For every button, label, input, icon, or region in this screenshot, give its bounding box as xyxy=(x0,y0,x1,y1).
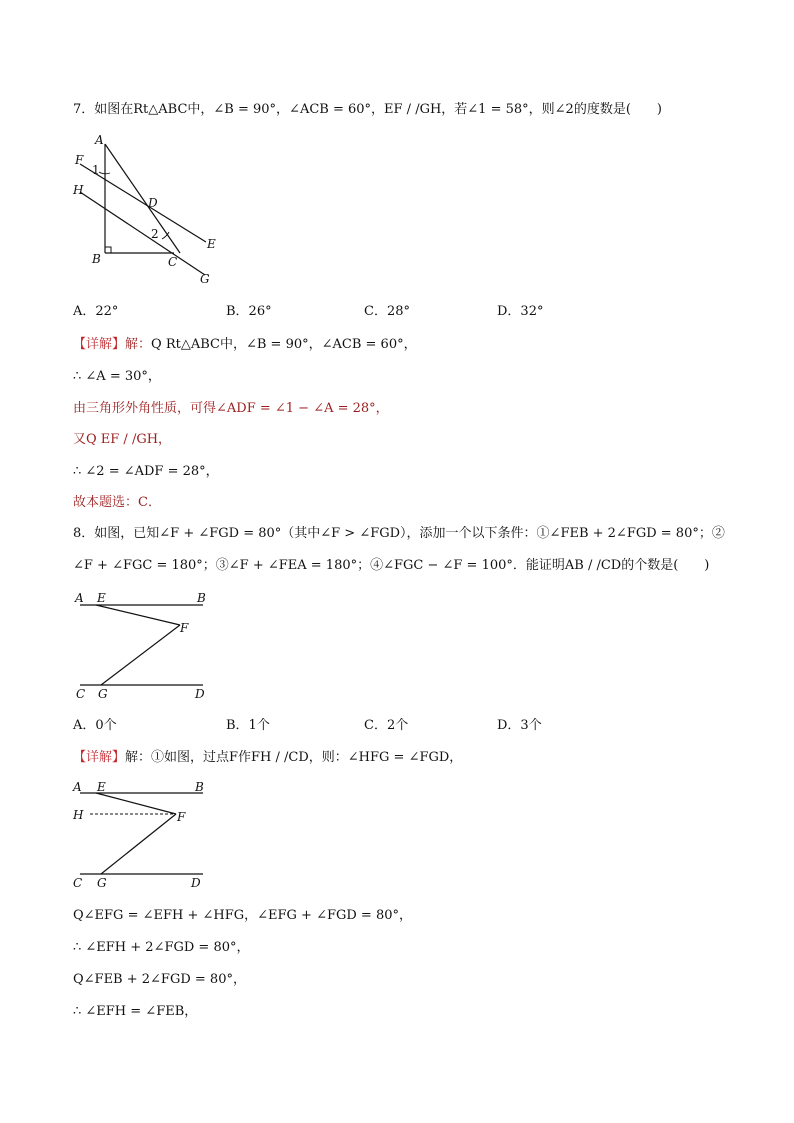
q7-stem: 7．如图在Rt△ABC中，∠B = 90°，∠ACB = 60°，EF / /GH，若∠1 = 58°，则∠2的度数是( ) xyxy=(73,102,662,117)
q7-figure xyxy=(68,132,228,292)
q8-solution-l1: Q∠EFG = ∠EFH + ∠HFG，∠EFG + ∠FGD = 80°， xyxy=(73,908,412,923)
q7-solution-tag: 【详解】 xyxy=(73,337,126,352)
q8-label-F: F xyxy=(180,621,189,635)
q7-solution-l1: Q Rt△ABC中，∠B = 90°，∠ACB = 60°， xyxy=(151,337,417,352)
q7-label-C: C xyxy=(168,255,178,269)
q8s-label-G: G xyxy=(97,876,107,890)
q7-label-G: G xyxy=(200,272,210,286)
q8-stem-line-2: ∠F + ∠FGC = 180°；③∠F + ∠FEA = 180°；④∠FGC − ∠F = 100°．能证明AB / /CD的个数是( ) xyxy=(73,558,710,573)
q7-solution-l5: ∴ ∠2 = ∠ADF = 28°， xyxy=(73,464,219,479)
q8-solution-lead: 解：①如图，过点F作FH / /CD，则：∠HFG = ∠FGD， xyxy=(125,750,463,765)
q7-option-d: D．32° xyxy=(497,304,544,319)
q8-label-G: G xyxy=(98,687,108,701)
q7-label-B: B xyxy=(92,252,101,266)
q8-figure xyxy=(68,588,218,706)
q7-label-2: 2 xyxy=(151,227,159,241)
q7-solution-l2: ∴ ∠A = 30°， xyxy=(73,369,161,384)
q8-solution-figure xyxy=(68,776,218,894)
q8-solution-line-1 xyxy=(73,750,462,766)
q7-solution-lead: 解： xyxy=(125,337,152,352)
q8s-label-A: A xyxy=(73,780,82,794)
q7-option-a: A．22° xyxy=(73,304,119,319)
q7-label-D: D xyxy=(148,196,158,210)
q7-solution-l4: 又Q EF / /GH， xyxy=(73,432,172,447)
q8s-label-F: F xyxy=(177,810,186,824)
q8s-label-E: E xyxy=(97,780,106,794)
q8-option-a: A．0个 xyxy=(73,718,117,733)
q7-solution-line-1 xyxy=(73,337,417,353)
q8-option-b: B．1个 xyxy=(226,718,270,733)
q8-option-c: C．2个 xyxy=(364,718,409,733)
q7-label-F: F xyxy=(75,153,84,167)
q7-label-E: E xyxy=(207,237,216,251)
q7-label-H: H xyxy=(73,183,84,197)
q8s-label-D: D xyxy=(191,876,201,890)
q8-label-D: D xyxy=(195,687,205,701)
q8s-label-B: B xyxy=(195,780,204,794)
q7-label-A: A xyxy=(95,133,104,147)
q8-label-B: B xyxy=(197,591,206,605)
q8-option-d: D．3个 xyxy=(497,718,542,733)
q8-solution-l3: Q∠FEB + 2∠FGD = 80°， xyxy=(73,972,246,987)
q8-label-A: A xyxy=(75,591,84,605)
q8s-label-H: H xyxy=(73,808,84,822)
q7-solution-l6: 故本题选：C． xyxy=(73,495,161,510)
q8-label-C: C xyxy=(76,687,86,701)
q7-option-c: C．28° xyxy=(364,304,410,319)
q7-solution-l3: 由三角形外角性质，可得∠ADF = ∠1 − ∠A = 28°， xyxy=(73,401,389,416)
q8-stem-line-1: 8．如图，已知∠F + ∠FGD = 80°（其中∠F > ∠FGD），添加一个以下条件：①∠FEB + 2∠FGD = 80°；② xyxy=(73,526,725,541)
q8-solution-tag: 【详解】 xyxy=(73,750,126,765)
q8s-label-C: C xyxy=(73,876,83,890)
q7-label-1: 1 xyxy=(92,163,100,177)
q8-solution-l4: ∴ ∠EFH = ∠FEB， xyxy=(73,1004,198,1019)
q8-solution-l2: ∴ ∠EFH + 2∠FGD = 80°， xyxy=(73,940,250,955)
q7-option-b: B．26° xyxy=(226,304,272,319)
q8-label-E: E xyxy=(97,591,106,605)
